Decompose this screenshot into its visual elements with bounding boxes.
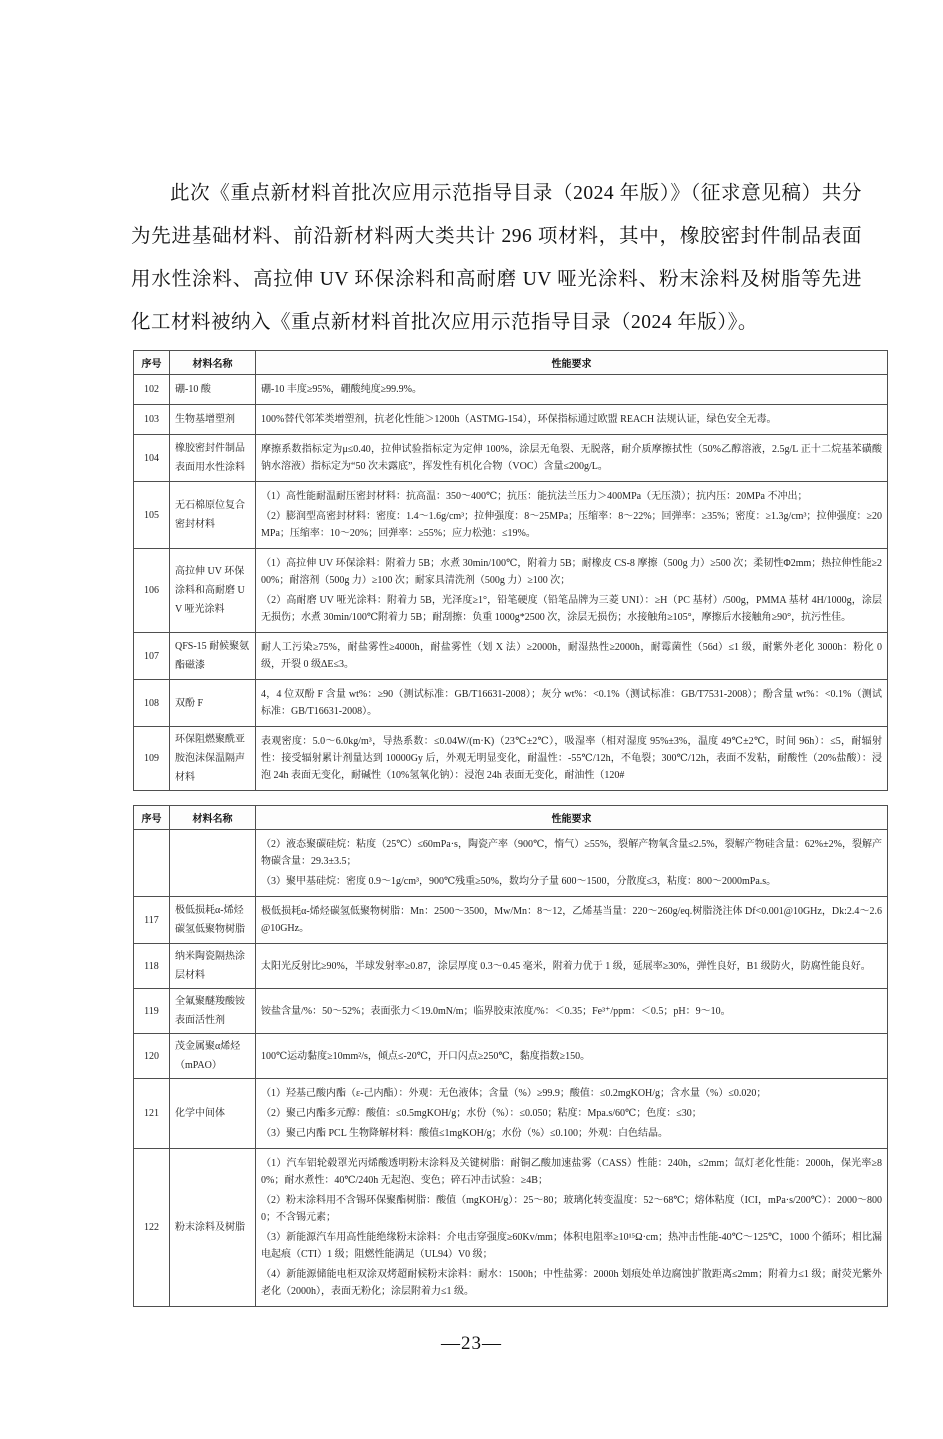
material-name: 高拉伸 UV 环保涂料和高耐磨 UV 哑光涂料 [170, 549, 256, 633]
table-row [134, 680, 888, 727]
materials-table-2-body [134, 806, 888, 1307]
requirement-paragraph: （3）新能源汽车用高性能绝缘粉末涂料：介电击穿强度≥60Kv/mm；体积电阻率≥10¹⁵Ω·cm；热冲击性能-40℃～125℃，1000 个循环；相比漏电起痕（CTI）1 级；阻燃性能满足（UL94）V0 级； [261, 1232, 882, 1260]
material-no: 117 [134, 897, 170, 944]
requirement-paragraph: （3）聚己内酯 PCL 生物降解材料：酸值≤1mgKOH/g；水份（%）≤0.100；外观：白色结晶。 [261, 1128, 668, 1139]
table-row [134, 989, 888, 1034]
requirement-paragraph: （2）聚己内酯多元醇：酸值：≤0.5mgKOH/g；水份（%）：≤0.050；粘度：Mpa.s/60℃；色度：≤30； [261, 1108, 702, 1119]
material-no: 108 [134, 680, 170, 727]
table-row [134, 375, 888, 405]
material-name: 双酚 F [170, 680, 256, 727]
performance-requirements [256, 727, 888, 791]
table-row [134, 897, 888, 944]
requirement-paragraph: 表观密度：5.0～6.0kg/m³，导热系数：≤0.04W/(m·K)（23℃±2℃），吸湿率（相对湿度 95%±3%，温度 49℃±2℃，时间 96h）：≤5，耐辐射性：接受辐射累计剂量达到 10000Gy 后，外观无明显变化，耐温性：-55℃/12h，不龟裂；300℃/12h，表面不发粘，耐酸性（20%盐酸）：浸泡 24h 表面无变化，耐碱性（10%氢氧化钠）：浸泡 24h 表面无变化，耐油性（120# [261, 736, 882, 781]
material-name: 极低损耗α-烯烃碳氢低聚物树脂 [170, 897, 256, 944]
requirement-paragraph: 100℃运动黏度≥10mm²/s，倾点≤-20℃，开口闪点≥250℃，黏度指数≥150。 [261, 1050, 591, 1062]
requirement-paragraph: 耐人工污染≥75%，耐盐雾性≥4000h，耐盐雾性（划 X 法）≥2000h，耐湿热性≥2000h，耐霉菌性（56d）≤1 级，耐紫外老化 3000h：粉化 0 级，开裂 0 级ΔE≤3。 [261, 642, 882, 670]
performance-requirements [256, 482, 888, 549]
material-no: 118 [134, 944, 170, 989]
column-header-no: 序号 [134, 806, 170, 830]
material-no: 120 [134, 1034, 170, 1079]
requirement-paragraph: 太阳光反射比≥90%，半球发射率≥0.87，涂层厚度 0.3～0.45 毫米，附着力优于 1 级，延展率≥30%，弹性良好，B1 级防火，防腐性能良好。 [261, 960, 871, 972]
material-no: 102 [134, 375, 170, 405]
performance-requirements [256, 1034, 888, 1079]
requirement-paragraph: （2）膨润型高密封材料：密度：1.4～1.6g/cm³；拉伸强度：8～25MPa；压缩率：8～22%；回弹率：≥35%；密度：≥1.3g/cm³；拉伸强度：≥20MPa；压缩率：10～20%；回弹率：≥55%；应力松弛：≤19%。 [261, 511, 882, 539]
performance-requirements [256, 405, 888, 435]
requirement-paragraph: （2）高耐磨 UV 哑光涂料：附着力 5B，光泽度≥1°，铅笔硬度（铅笔品牌为三菱 UNI）：≥H（PC 基材）/500g，PMMA 基材 4H/1000g，涂层无损伤；水煮 30min/100℃附着力 5B；耐刮擦：负重 1000g*2500 次，涂层无损伤；水接触角≥105°，摩擦后水接触角≥90°，抗污性佳。 [261, 595, 882, 623]
material-name: 全氟聚醚羧酸铵表面活性剂 [170, 989, 256, 1034]
material-name: 生物基增塑剂 [170, 405, 256, 435]
material-name: 化学中间体 [170, 1079, 256, 1149]
requirement-paragraph: 100%替代邻苯类增塑剂，抗老化性能＞1200h（ASTMG-154），环保指标通过欧盟 REACH 法规认证，绿色安全无毒。 [261, 414, 777, 425]
requirement-paragraph: （2）粉末涂料用不含锡环保聚酯树脂：酸值（mgKOH/g）：25～80；玻璃化转变温度：52～68℃；熔体粘度（ICI，mPa·s/200℃）：2000～8000；不含锡元素； [261, 1195, 882, 1223]
table-row [134, 727, 888, 791]
table-header-row [134, 806, 888, 830]
table-row [134, 1079, 888, 1149]
requirement-paragraph: 4，4 位双酚 F 含量 wt%：≥90（测试标准：GB/T16631-2008）；灰分 wt%：<0.1%（测试标准：GB/T7531-2008）；酚含量 wt%：<0.1%（测试标准：GB/T16631-2008）。 [261, 689, 882, 717]
requirement-paragraph: （1）高性能耐温耐压密封材料：抗高温：350～400℃；抗压：能抗法兰压力＞400MPa（无压溃）；抗内压：20MPa 不冲出； [261, 491, 808, 502]
performance-requirements [256, 830, 888, 897]
requirement-paragraph: （3）聚甲基硅烷：密度 0.9～1g/cm³，900℃残重≥50%，数均分子量 600～1500，分散度≤3，粘度：800～2000mPa.s。 [261, 876, 777, 887]
material-name: 硼-10 酸 [170, 375, 256, 405]
material-no: 105 [134, 482, 170, 549]
requirement-paragraph: （4）新能源储能电柜双涂双烤超耐候粉末涂料：耐水：1500h；中性盐雾：2000h 划痕处单边腐蚀扩散距离≤2mm；附着力≤1 级；耐荧光紫外老化（2000h），表面无粉化；涂层附着力≤1 级。 [261, 1269, 882, 1297]
material-no: 104 [134, 435, 170, 482]
requirement-paragraph: 硼-10 丰度≥95%，硼酸纯度≥99.9%。 [261, 384, 422, 395]
performance-requirements [256, 897, 888, 944]
performance-requirements [256, 680, 888, 727]
table-row [134, 482, 888, 549]
table-row [134, 633, 888, 680]
material-name: 纳米陶瓷隔热涂层材料 [170, 944, 256, 989]
material-name: 粉末涂料及树脂 [170, 1149, 256, 1307]
material-name: 环保阻燃聚酰亚胺泡沫保温隔声材料 [170, 727, 256, 791]
column-header-no: 序号 [134, 351, 170, 375]
requirement-paragraph: （1）高拉伸 UV 环保涂料：附着力 5B；水煮 30min/100℃，附着力 5B；耐橡皮 CS-8 摩擦（500g 力）≥500 次；柔韧性Φ2mm；热拉伸性能≥200%；耐溶剂（500g 力）≥100 次；耐家具清洗剂（500g 力）≥100 次； [261, 558, 882, 586]
performance-requirements [256, 1079, 888, 1149]
performance-requirements [256, 633, 888, 680]
material-no: 121 [134, 1079, 170, 1149]
column-header-requirements: 性能要求 [256, 351, 888, 375]
table-row [134, 549, 888, 633]
intro-paragraph: 此次《重点新材料首批次应用示范指导目录（2024 年版）》（征求意见稿）共分为先进基础材料、前沿新材料两大类共计 296 项材料，其中，橡胶密封件制品表面用水性涂料、高拉伸 UV 环保涂料和高耐磨 UV 哑光涂料、粉末涂料及树脂等先进化工材料被纳入《重点新材料首批次应用示范指导目录（2024 年版）》。 [131, 183, 862, 333]
material-no: 109 [134, 727, 170, 791]
material-no: 119 [134, 989, 170, 1034]
requirement-paragraph: （1）羟基己酸内酯（ε-己内酯）：外观：无色液体；含量（%）≥99.9；酸值：≤0.2mgKOH/g；含水量（%）≤0.020； [261, 1088, 767, 1099]
column-header-name: 材料名称 [170, 806, 256, 830]
performance-requirements [256, 989, 888, 1034]
material-name: 无石棉原位复合密封材料 [170, 482, 256, 549]
table-row [134, 1034, 888, 1079]
table-row [134, 830, 888, 897]
material-no: 122 [134, 1149, 170, 1307]
performance-requirements [256, 549, 888, 633]
materials-table-1-body [134, 351, 888, 791]
table-row [134, 1149, 888, 1307]
performance-requirements [256, 435, 888, 482]
requirement-paragraph: （2）液态聚碳硅烷：粘度（25℃）≤60mPa·s，陶瓷产率（900℃，惰气）≥55%，裂解产物氧含量≤2.5%，裂解产物硅含量：62%±2%，裂解产物碳含量：29.3±3.5； [261, 839, 882, 867]
material-name: QFS-15 耐候聚氨酯磁漆 [170, 633, 256, 680]
performance-requirements [256, 1149, 888, 1307]
material-no: 103 [134, 405, 170, 435]
requirement-paragraph: 摩擦系数指标定为μ≤0.40，拉伸试验指标定为定伸 100%，涂层无龟裂、无脱落，耐介质摩擦拭性（50%乙醇溶液，2.5g/L 正十二烷基苯磺酸钠水溶液）指标定为“50 次未露底”，挥发性有机化合物（VOC）含量≤200g/L。 [261, 444, 882, 472]
requirement-paragraph: 极低损耗α-烯烃碳氢低聚物树脂：Mn：2500～3500，Mw/Mn：8～12，乙烯基当量：220～260g/eq.树脂浇注体 Df<0.001@10GHz，Dk:2.4～2.6@10GHz。 [261, 906, 882, 934]
material-name: 橡胶密封件制品表面用水性涂料 [170, 435, 256, 482]
materials-table-1 [133, 350, 888, 791]
material-name [170, 830, 256, 897]
table-row [134, 405, 888, 435]
material-no: 107 [134, 633, 170, 680]
material-name: 茂金属聚α烯烃（mPAO） [170, 1034, 256, 1079]
table-row [134, 944, 888, 989]
performance-requirements [256, 375, 888, 405]
requirement-paragraph: （1）汽车铝轮毂罩光丙烯酸透明粉末涂料及关键树脂：耐铜乙酸加速盐雾（CASS）性能：240h，≤2mm；氙灯老化性能：2000h，保光率≥80%；耐水煮性：40℃/240h 无起泡、变色；碎石冲击试验：≥4B； [261, 1158, 882, 1186]
material-no: 106 [134, 549, 170, 633]
material-no [134, 830, 170, 897]
column-header-name: 材料名称 [170, 351, 256, 375]
column-header-requirements: 性能要求 [256, 806, 888, 830]
materials-table-2 [133, 805, 888, 1307]
table-header-row [134, 351, 888, 375]
table-row [134, 435, 888, 482]
performance-requirements [256, 944, 888, 989]
requirement-paragraph: 铵盐含量/%：50～52%；表面张力＜19.0mN/m；临界胶束浓度/%：＜0.35；Fe³⁺/ppm：＜0.5；pH：9～10。 [261, 1005, 731, 1017]
page-number: —23— [441, 1333, 502, 1354]
